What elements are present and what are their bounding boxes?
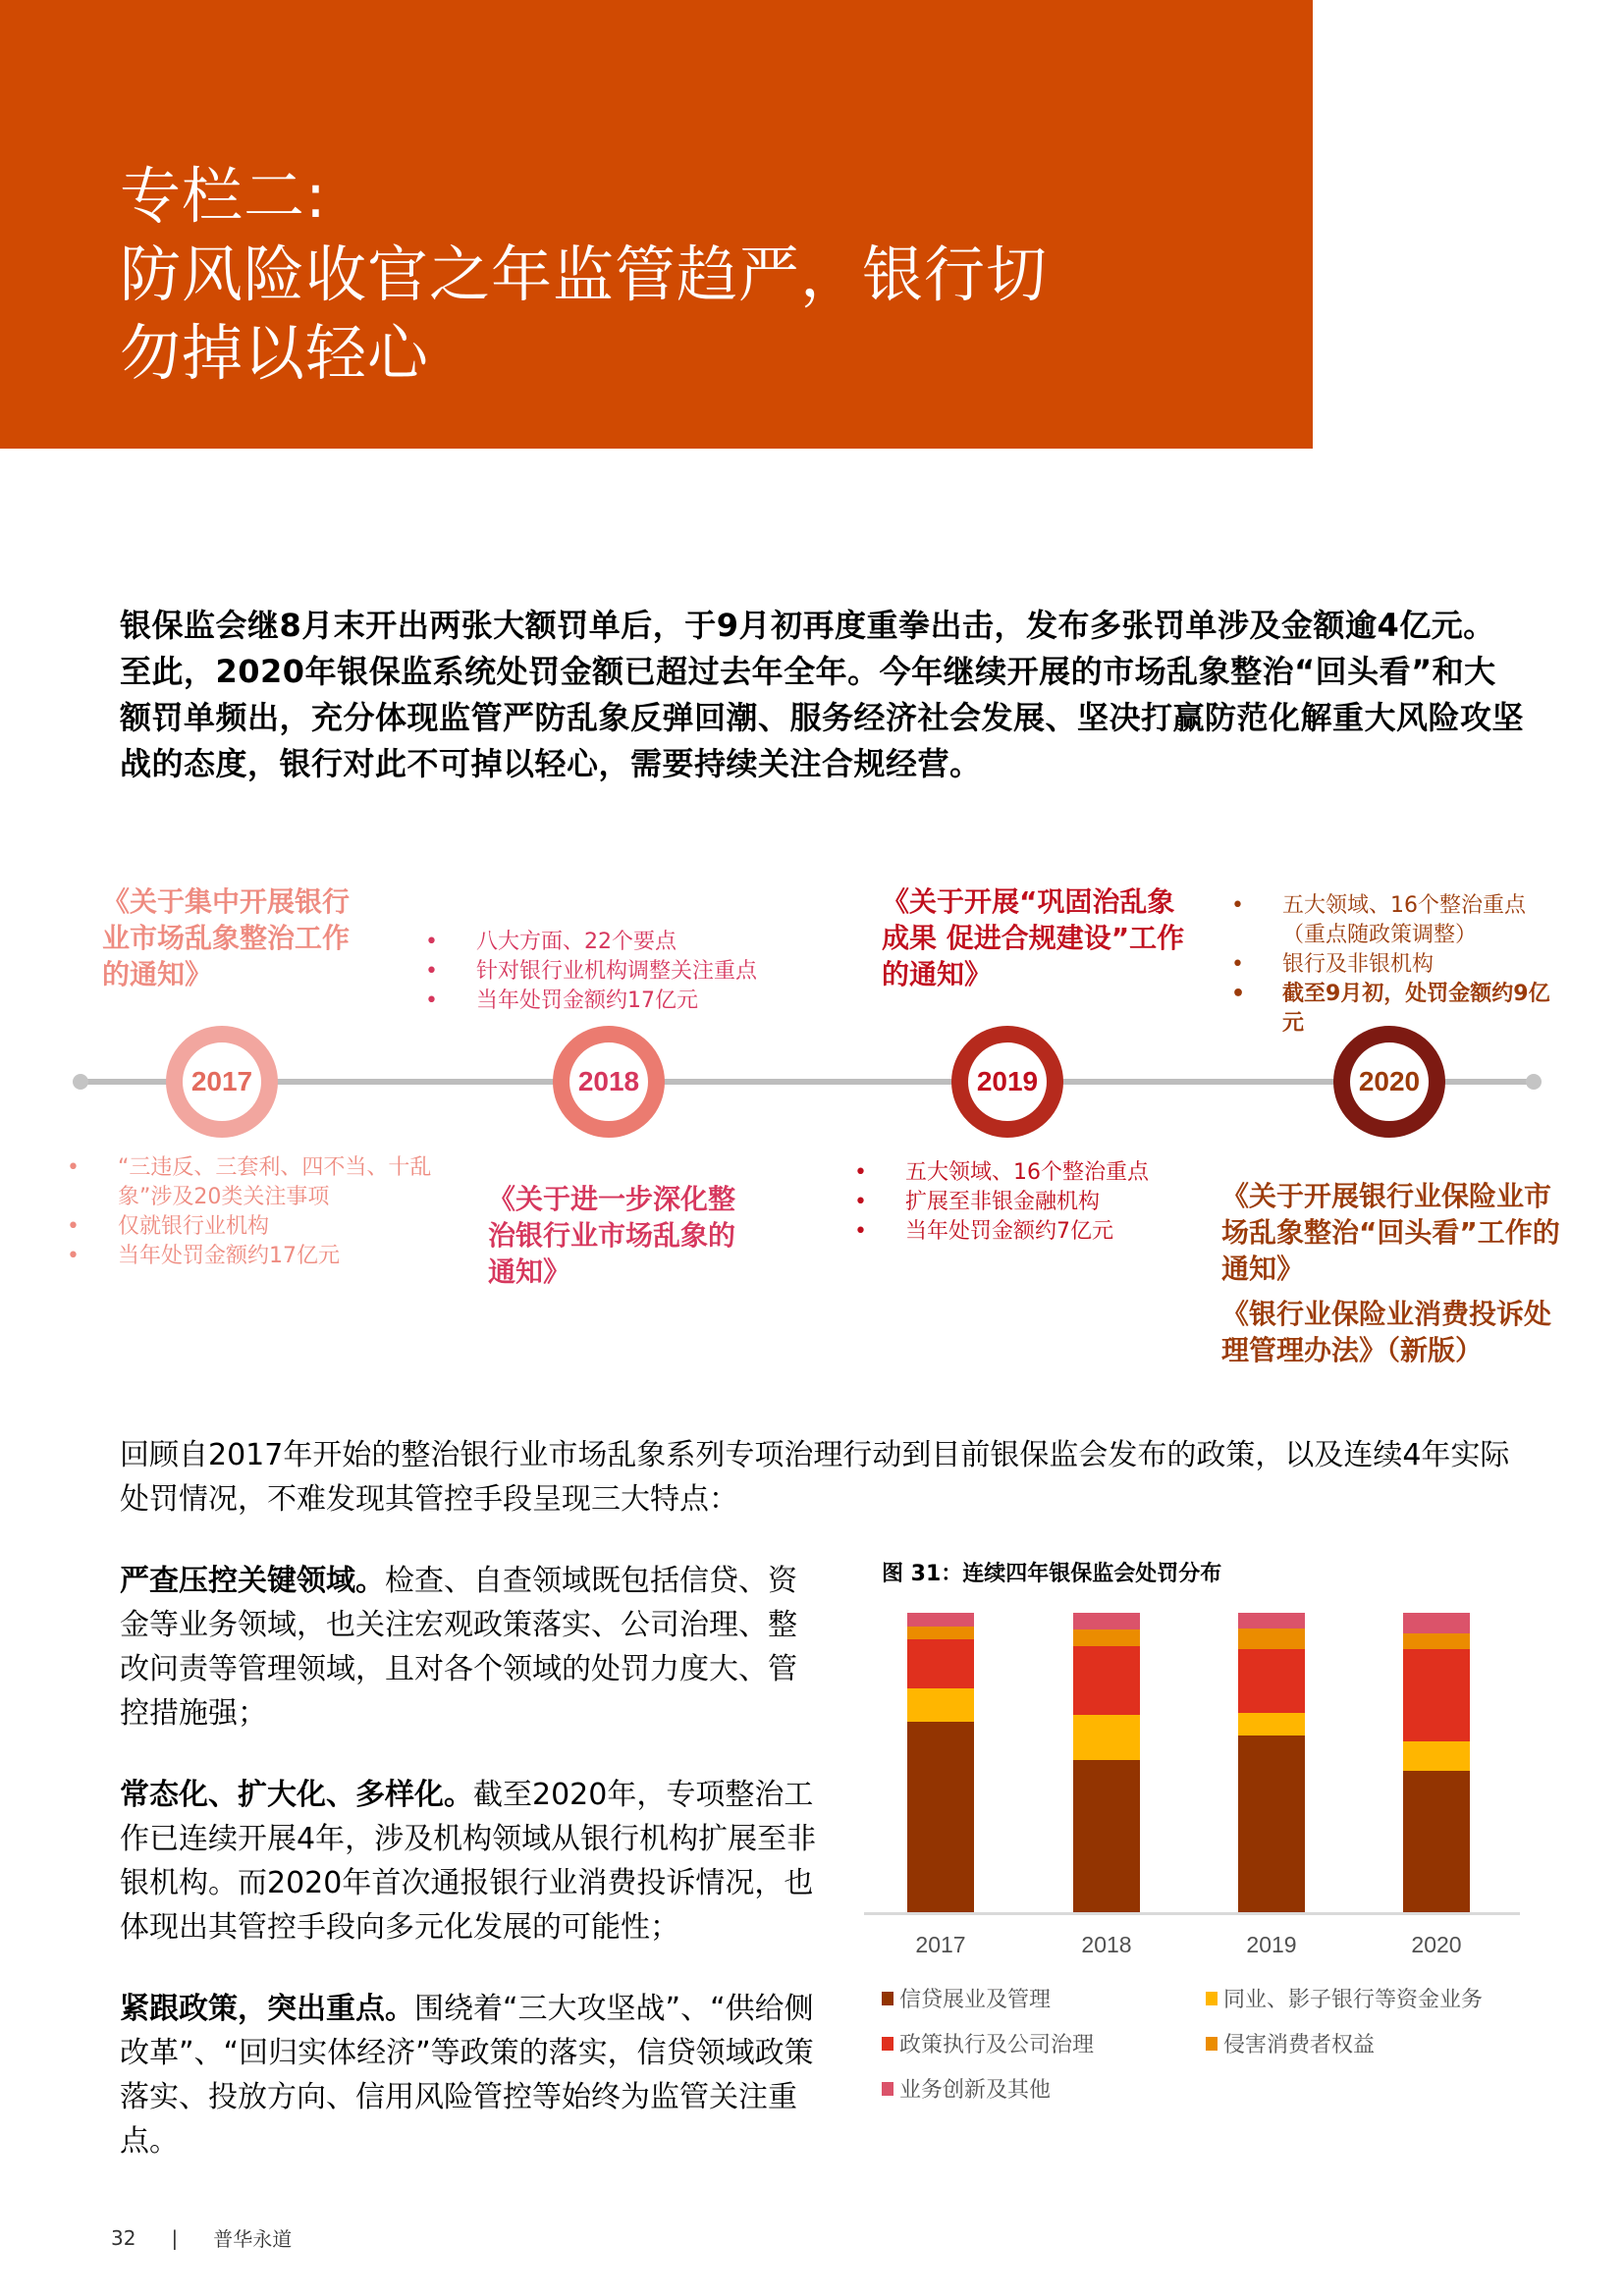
- legend-item: [1206, 2028, 1530, 2058]
- page-footer: [111, 2223, 292, 2252]
- doc-title-2018: 《关于进一步深化整治银行业市场乱象的通知》: [488, 1183, 736, 1288]
- bullets-2017: [59, 1153, 432, 1271]
- legend-swatch-icon: [882, 2037, 893, 2051]
- legend-swatch-icon: [1206, 2037, 1218, 2051]
- chart-legend: [882, 1983, 1530, 2104]
- bar-segment: [1238, 1735, 1305, 1912]
- bar-segment: [1403, 1771, 1470, 1912]
- point-3: [120, 1987, 817, 2163]
- bullet-item: • 扩展至非银金融机构: [846, 1188, 1170, 1217]
- timeline-axis: [81, 1079, 1534, 1085]
- bullet-item: • “三违反、三套利、四不当、十乱象”涉及20类关注事项: [59, 1153, 432, 1212]
- brand-name: 普华永道: [213, 2227, 293, 2251]
- doc-title-2020-a: 《关于开展银行业保险业市场乱象整治“回头看”工作的通知》: [1221, 1180, 1560, 1285]
- chart-title: 图 31：连续四年银保监会处罚分布: [882, 1562, 1222, 1586]
- year-circle-2018: 2018: [553, 1026, 665, 1138]
- bar-2019: [1238, 1613, 1305, 1912]
- x-tick-label: 2017: [915, 1932, 966, 1957]
- bullet-item: • 八大方面、22个要点: [417, 928, 830, 957]
- legend-label: 政策执行及公司治理: [899, 2033, 1095, 2057]
- bar-2020: [1403, 1613, 1470, 1912]
- x-axis: [864, 1912, 1520, 1915]
- bar-segment: [1403, 1649, 1470, 1740]
- point-text: 截至2020年，专项整治工作已连续开展4年，涉及机构领域从银行机构扩展至非银机构。而2020年首次通报银行业消费投诉情况，也体现出其管控手段向多元化发展的可能性；: [120, 1778, 817, 1945]
- bar-segment: [1238, 1613, 1305, 1629]
- bullet-item: • 截至9月初，处罚金额约9亿元: [1223, 980, 1567, 1039]
- legend-label: 侵害消费者权益: [1223, 2033, 1376, 2057]
- doc-title-2017: 《关于集中开展银行业市场乱象整治工作的通知》: [102, 885, 351, 990]
- year-circle-2019: 2019: [951, 1026, 1063, 1138]
- title-line-1: 专栏二:: [120, 160, 327, 232]
- bullet-item: • 银行及非银机构: [1223, 950, 1567, 980]
- point-text: 围绕着“三大攻坚战”、“供给侧改革”、“回归实体经济”等政策的落实，信贷领域政策落实、投放方向、信用风险管控等始终为监管关注重点。: [120, 1992, 814, 2159]
- bullet-item: • 五大领域、16个整治重点（重点随政策调整）: [1223, 891, 1567, 950]
- bar-segment: [1073, 1715, 1140, 1760]
- bar-segment: [1073, 1629, 1140, 1646]
- doc-title-2019: 《关于开展“巩固治乱象成果 促进合规建设”工作的通知》: [882, 885, 1185, 990]
- legend-label: 信贷展业及管理: [899, 1988, 1052, 2012]
- point-1: [120, 1559, 817, 1735]
- page-title: [120, 157, 1048, 393]
- page-number: 32: [111, 2225, 136, 2250]
- key-points: [120, 1559, 817, 2163]
- bullet-item: • 当年处罚金额约17亿元: [417, 987, 830, 1016]
- bullets-2018: [417, 928, 830, 1016]
- bar-segment: [1238, 1713, 1305, 1735]
- legend-label: 业务创新及其他: [899, 2078, 1052, 2103]
- point-title: 紧跟政策，突出重点。: [120, 1992, 414, 2026]
- point-title: 严查压控关键领域。: [120, 1564, 385, 1598]
- bullet-item: • 仅就银行业机构: [59, 1212, 432, 1242]
- legend-swatch-icon: [1206, 1992, 1218, 2005]
- timeline-end-dot: [1526, 1074, 1542, 1090]
- legend-swatch-icon: [882, 2082, 893, 2096]
- legend-item: [882, 2028, 1206, 2058]
- stacked-bar-chart: [864, 1613, 1522, 1912]
- bar-segment: [1403, 1741, 1470, 1771]
- bar-segment: [907, 1722, 974, 1912]
- bar-segment: [1073, 1760, 1140, 1912]
- bar-segment: [1238, 1649, 1305, 1713]
- year-circle-2017: 2017: [166, 1026, 278, 1138]
- point-title: 常态化、扩大化、多样化。: [120, 1778, 473, 1812]
- legend-label: 同业、影子银行等资金业务: [1223, 1988, 1484, 2012]
- bullet-item: • 当年处罚金额约7亿元: [846, 1217, 1170, 1247]
- bar-segment: [907, 1688, 974, 1722]
- legend-item: [882, 1983, 1206, 2013]
- title-line-3: 勿掉以轻心: [120, 317, 430, 389]
- point-2: [120, 1773, 817, 1949]
- bullet-item: • 针对银行业机构调整关注重点: [417, 957, 830, 987]
- bar-segment: [1403, 1613, 1470, 1633]
- bar-segment: [907, 1639, 974, 1687]
- footer-separator: |: [171, 2225, 179, 2250]
- x-tick-label: 2019: [1246, 1932, 1297, 1957]
- bar-segment: [1238, 1629, 1305, 1648]
- bullets-2019: [846, 1158, 1170, 1247]
- bullet-item: • 五大领域、16个整治重点: [846, 1158, 1170, 1188]
- legend-swatch-icon: [882, 1992, 893, 2005]
- bar-2017: [907, 1613, 974, 1912]
- bar-segment: [907, 1627, 974, 1639]
- bar-segment: [907, 1613, 974, 1627]
- bar-segment: [1073, 1646, 1140, 1714]
- doc-title-2020-b: 《银行业保险业消费投诉处理管理办法》（新版）: [1221, 1298, 1552, 1366]
- x-tick-label: 2018: [1081, 1932, 1132, 1957]
- legend-item: [882, 2073, 1206, 2104]
- bar-segment: [1403, 1633, 1470, 1649]
- point-text: 检查、自查领域既包括信贷、资金等业务领域，也关注宏观政策落实、公司治理、整改问责等管理领域，且对各个领域的处罚力度大、管控措施强；: [120, 1564, 797, 1731]
- bullets-2020: [1223, 891, 1567, 1039]
- bar-segment: [1073, 1613, 1140, 1629]
- intro-paragraph: 银保监会继8月末开出两张大额罚单后，于9月初再度重拳出击，发布多张罚单涉及金额逾4亿元。至此，2020年银保监系统处罚金额已超过去年全年。今年继续开展的市场乱象整治“回头看”和大额罚单频出，充分体现监管严防乱象反弹回潮、服务经济社会发展、坚决打赢防范化解重大风险攻坚战的态度，银行对此不可掉以轻心，需要持续关注合规经营。: [120, 607, 1525, 782]
- year-circle-2020: 2020: [1333, 1026, 1445, 1138]
- x-tick-label: 2020: [1411, 1932, 1462, 1957]
- title-line-2: 防风险收官之年监管趋严，银行切: [120, 239, 1049, 310]
- review-paragraph: 回顾自2017年开始的整治银行业市场乱象系列专项治理行动到目前银保监会发布的政策，以及连续4年实际处罚情况，不难发现其管控手段呈现三大特点：: [120, 1438, 1510, 1517]
- timeline-start-dot: [73, 1074, 88, 1090]
- legend-item: [1206, 1983, 1530, 2013]
- bullet-item: • 当年处罚金额约17亿元: [59, 1242, 432, 1271]
- bar-2018: [1073, 1613, 1140, 1912]
